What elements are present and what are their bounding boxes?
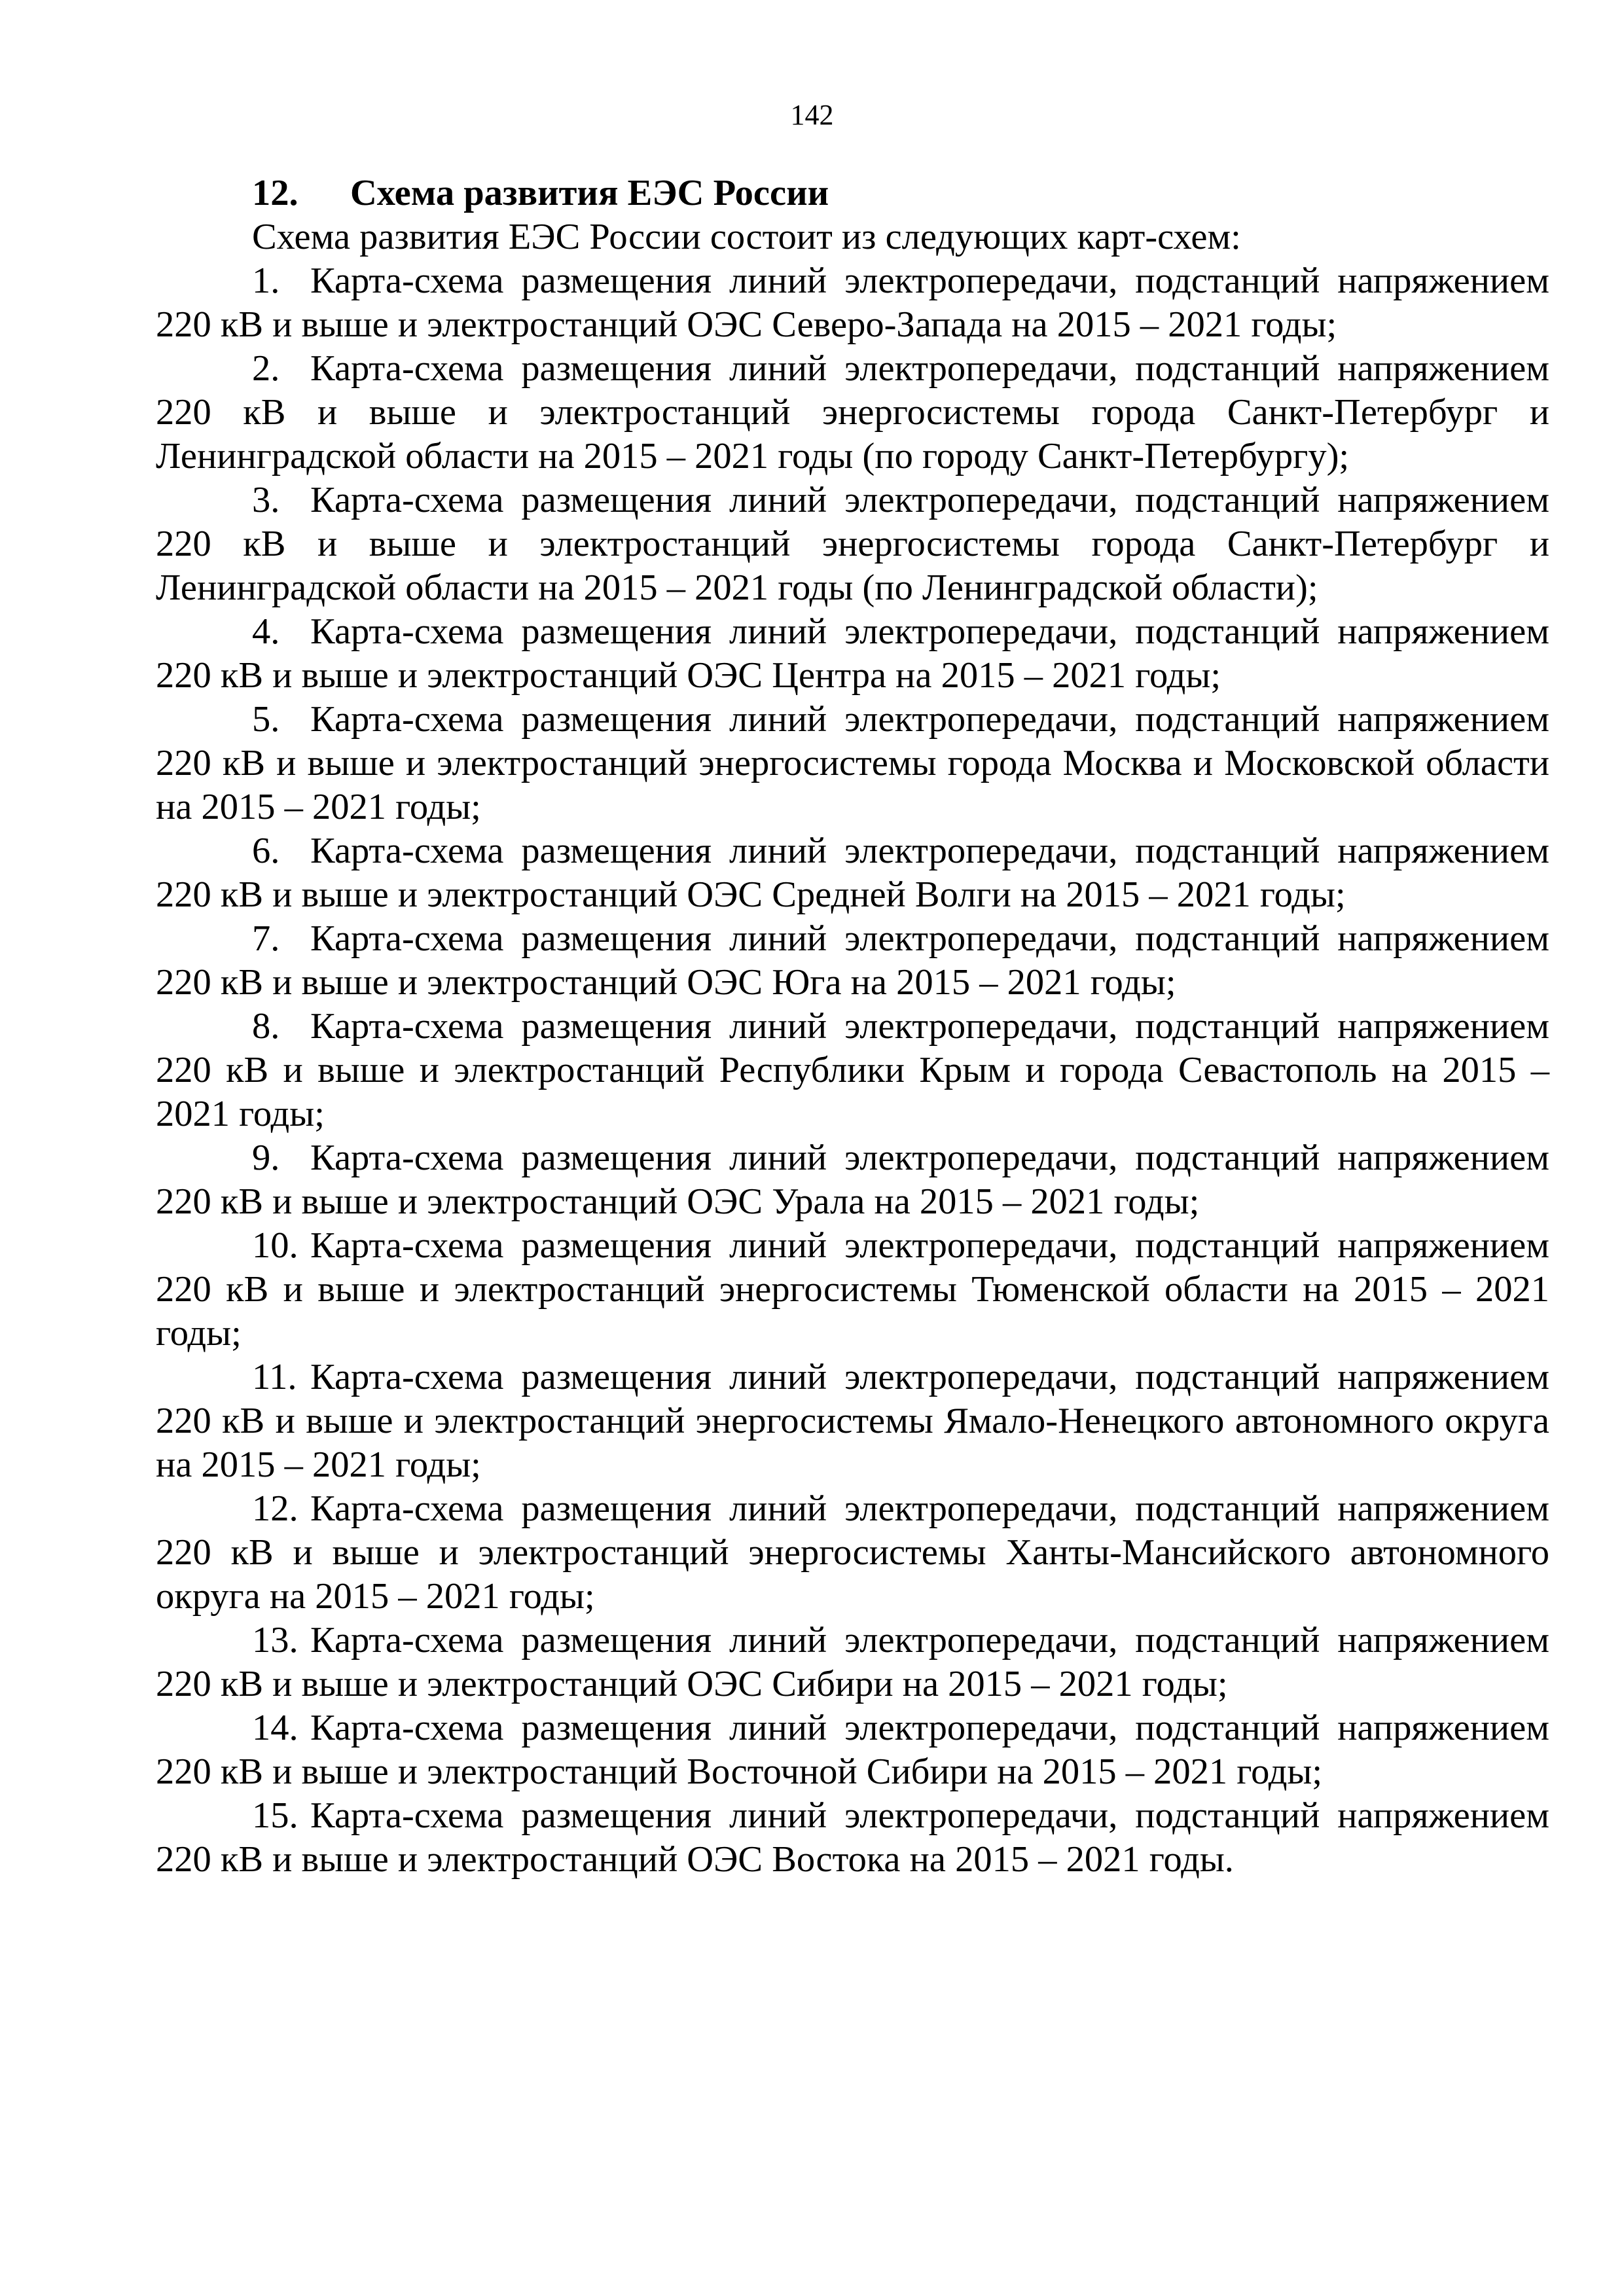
list-item bbox=[156, 917, 1549, 1005]
item-text: Карта-схема размещения линий электропередачи, подстанций напряжением 220 кВ и выше и электростанций энергосистемы города Санкт-Петербург и Ленинградской области на 2015 – 2021 годы (по городу Санкт-Петербургу); bbox=[156, 348, 1549, 476]
item-text: Карта-схема размещения линий электропередачи, подстанций напряжением 220 кВ и выше и электростанций ОЭС Сибири на 2015 – 2021 годы; bbox=[156, 1620, 1549, 1704]
section-title: Схема развития ЕЭС России bbox=[350, 173, 829, 213]
item-text: Карта-схема размещения линий электропередачи, подстанций напряжением 220 кВ и выше и электростанций энергосистемы города Москва и Московской области на 2015 – 2021 годы; bbox=[156, 699, 1549, 827]
item-text: Карта-схема размещения линий электропередачи, подстанций напряжением 220 кВ и выше и электростанций Республики Крым и города Севастополь на 2015 – 2021 годы; bbox=[156, 1006, 1549, 1134]
list-item bbox=[156, 1619, 1549, 1706]
item-number: 12. bbox=[252, 1488, 298, 1529]
list-item bbox=[156, 1224, 1549, 1355]
item-number: 3. bbox=[252, 480, 280, 520]
item-number: 15. bbox=[252, 1795, 298, 1836]
intro-paragraph: Схема развития ЕЭС России состоит из следующих карт-схем: bbox=[252, 217, 1241, 257]
item-number: 2. bbox=[252, 348, 280, 389]
list-item bbox=[156, 1136, 1549, 1224]
item-text: Карта-схема размещения линий электропередачи, подстанций напряжением 220 кВ и выше и электростанций ОЭС Центра на 2015 – 2021 годы; bbox=[156, 611, 1549, 696]
section-heading bbox=[156, 171, 1549, 215]
item-number: 13. bbox=[252, 1620, 298, 1660]
list-item bbox=[156, 829, 1549, 917]
page-number: 142 bbox=[790, 99, 834, 131]
item-text: Карта-схема размещения линий электропередачи, подстанций напряжением 220 кВ и выше и электростанций ОЭС Юга на 2015 – 2021 годы; bbox=[156, 918, 1549, 1003]
document-body bbox=[156, 171, 1549, 1882]
list-item bbox=[156, 259, 1549, 347]
item-number: 1. bbox=[252, 260, 280, 301]
item-number: 5. bbox=[252, 699, 280, 740]
item-text: Карта-схема размещения линий электропередачи, подстанций напряжением 220 кВ и выше и электростанций ОЭС Востока на 2015 – 2021 годы. bbox=[156, 1795, 1549, 1880]
item-text: Карта-схема размещения линий электропередачи, подстанций напряжением 220 кВ и выше и электростанций энергосистемы города Санкт-Петербург и Ленинградской области на 2015 – 2021 годы (по Ленинградской области); bbox=[156, 480, 1549, 608]
list-item bbox=[156, 478, 1549, 610]
item-number: 10. bbox=[252, 1225, 298, 1266]
item-number: 4. bbox=[252, 611, 280, 652]
item-text: Карта-схема размещения линий электропередачи, подстанций напряжением 220 кВ и выше и электростанций ОЭС Средней Волги на 2015 – 2021 годы; bbox=[156, 831, 1549, 915]
list-item bbox=[156, 1487, 1549, 1619]
list-item bbox=[156, 698, 1549, 829]
item-text: Карта-схема размещения линий электропередачи, подстанций напряжением 220 кВ и выше и электростанций энергосистемы Ямало-Ненецкого автономного округа на 2015 – 2021 годы; bbox=[156, 1357, 1549, 1485]
item-number: 8. bbox=[252, 1006, 280, 1047]
list-item bbox=[156, 1355, 1549, 1487]
item-text: Карта-схема размещения линий электропередачи, подстанций напряжением 220 кВ и выше и электростанций Восточной Сибири на 2015 – 2021 годы; bbox=[156, 1708, 1549, 1792]
item-number: 6. bbox=[252, 831, 280, 871]
item-text: Карта-схема размещения линий электропередачи, подстанций напряжением 220 кВ и выше и электростанций энергосистемы Тюменской области на 2015 – 2021 годы; bbox=[156, 1225, 1549, 1354]
section-number: 12. bbox=[252, 173, 298, 213]
map-scheme-list bbox=[156, 259, 1549, 1882]
item-text: Карта-схема размещения линий электропередачи, подстанций напряжением 220 кВ и выше и электростанций энергосистемы Ханты-Мансийского автономного округа на 2015 – 2021 годы; bbox=[156, 1488, 1549, 1617]
item-text: Карта-схема размещения линий электропередачи, подстанций напряжением 220 кВ и выше и электростанций ОЭС Урала на 2015 – 2021 годы; bbox=[156, 1138, 1549, 1222]
item-number: 7. bbox=[252, 918, 280, 959]
list-item bbox=[156, 1706, 1549, 1794]
list-item bbox=[156, 610, 1549, 698]
item-number: 9. bbox=[252, 1138, 280, 1178]
list-item bbox=[156, 347, 1549, 478]
item-text: Карта-схема размещения линий электропередачи, подстанций напряжением 220 кВ и выше и электростанций ОЭС Северо-Запада на 2015 – 2021 годы; bbox=[156, 260, 1549, 345]
list-item bbox=[156, 1005, 1549, 1136]
item-number: 11. bbox=[252, 1357, 297, 1397]
list-item bbox=[156, 1794, 1549, 1882]
item-number: 14. bbox=[252, 1708, 298, 1748]
